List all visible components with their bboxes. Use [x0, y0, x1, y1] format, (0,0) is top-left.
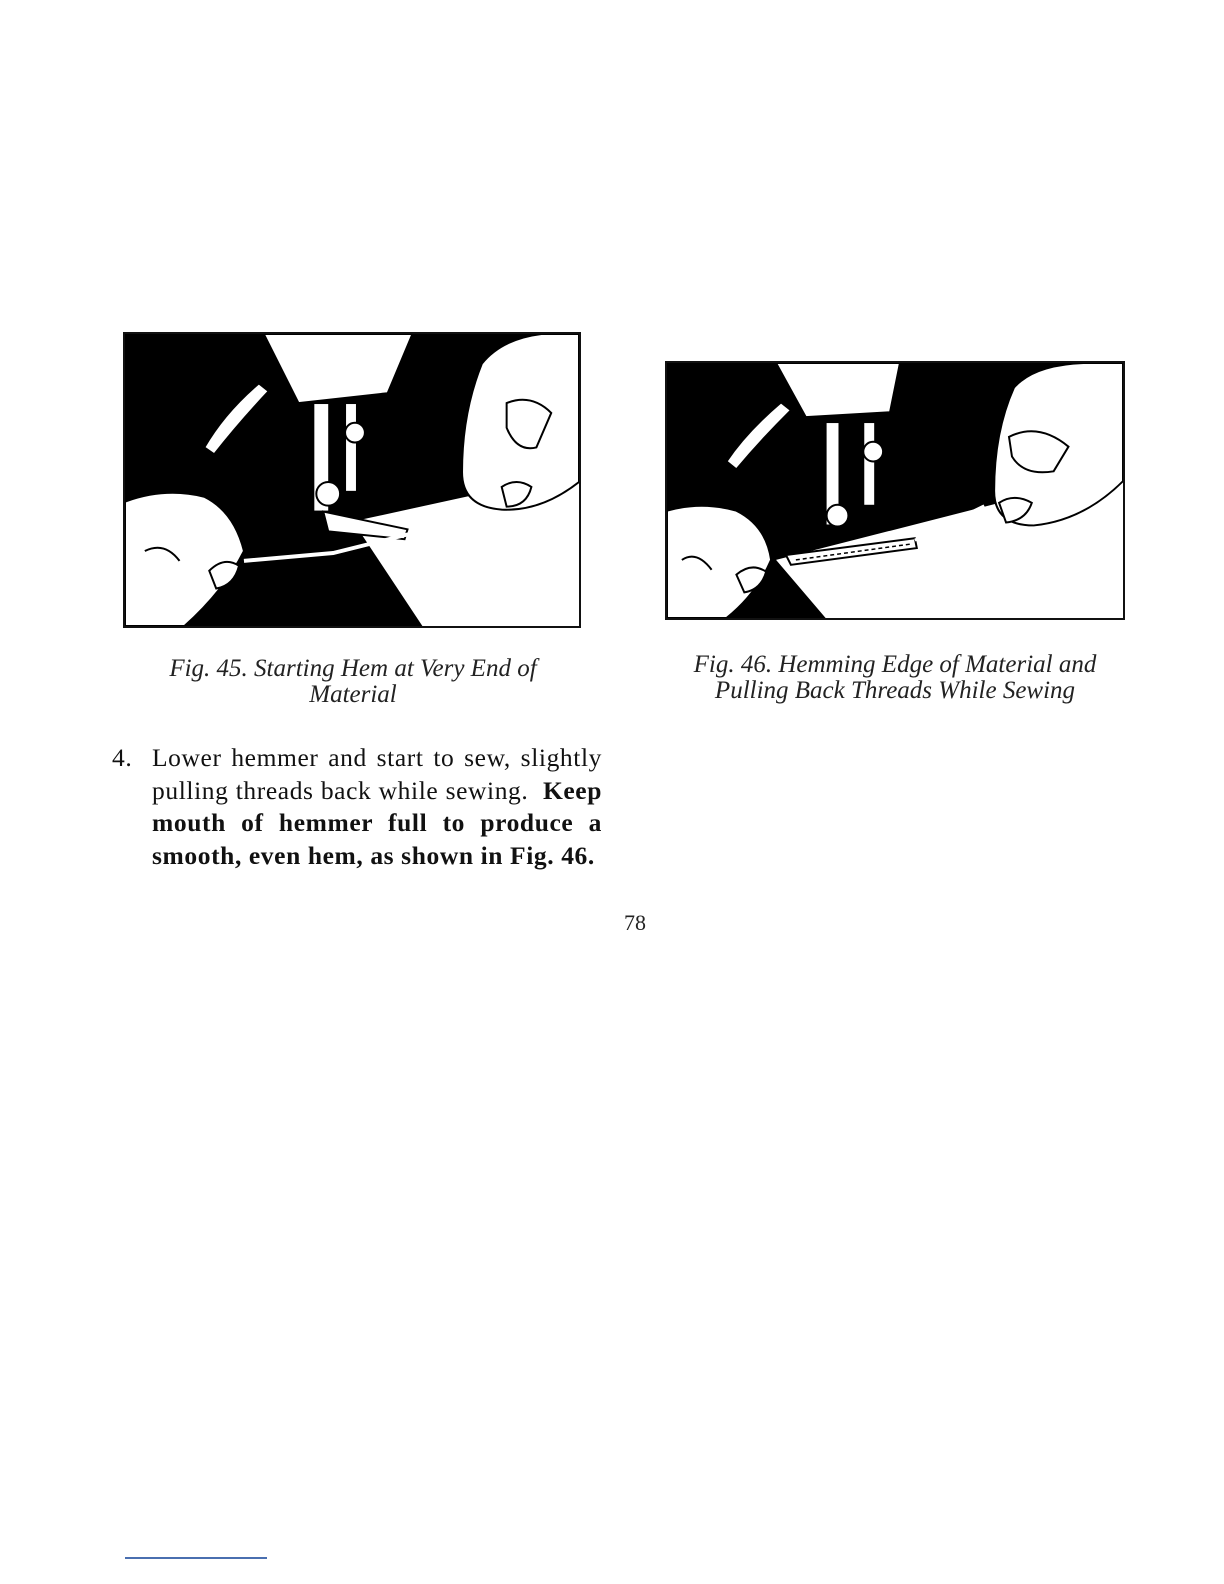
figure-45-caption	[128, 656, 578, 708]
footer-rule	[125, 1557, 267, 1559]
step-text-bold: Keep mouth of hemmer full to produce a smooth, even hem, as shown in Fig. 46.	[152, 775, 602, 870]
caption-line: Material	[309, 681, 397, 708]
step-number: 4.	[112, 743, 133, 772]
sewing-machine-hemmer-drawing	[125, 334, 579, 626]
caption-line: Fig. 46. Hemming Edge of Material and	[693, 652, 1097, 678]
figure-46-caption	[650, 652, 1140, 704]
step-text	[152, 742, 602, 872]
figure-45-illustration	[123, 332, 581, 628]
figure-46-illustration	[665, 361, 1125, 620]
caption-line: Pulling Back Threads While Sewing	[714, 677, 1076, 704]
page-number: 78	[624, 910, 646, 935]
sewing-machine-hemming-drawing	[667, 363, 1123, 618]
step-text-plain: Lower hemmer and start to sew, slightly pulling threads back while sewing.	[152, 743, 602, 805]
caption-line: Fig. 45. Starting Hem at Very End of	[169, 655, 537, 682]
instruction-step	[112, 742, 602, 872]
